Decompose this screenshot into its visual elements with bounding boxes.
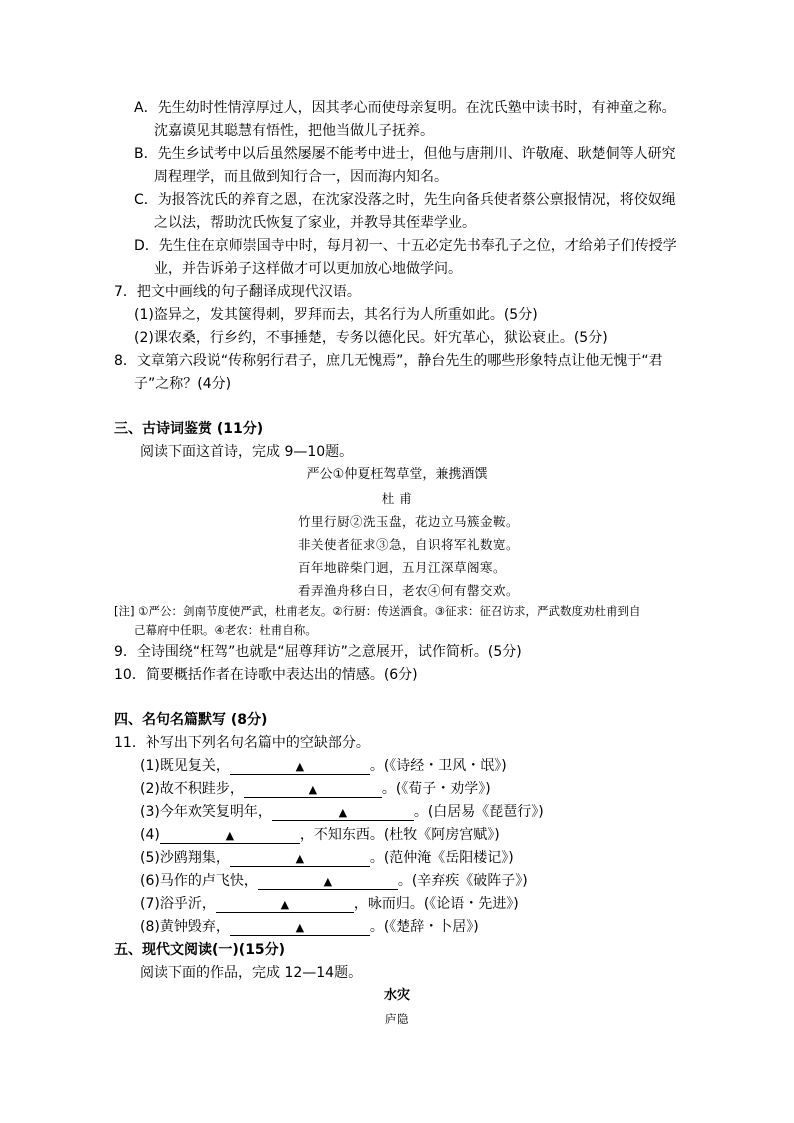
fill-item-prefix: (5)沙鸥翔集， [140, 850, 230, 866]
fill-item-prefix: (2)故不积跬步， [140, 781, 244, 797]
section-5-intro: 阅读下面的作品，完成 12—14题。 [140, 965, 363, 981]
section-5-title: 五、现代文阅读(一)(15分) [114, 942, 286, 958]
section-4-title: 四、名句名篇默写 (8分) [114, 712, 268, 728]
answer-blank[interactable] [216, 898, 354, 913]
option-a-line2: 沈嘉谟见其聪慧有悟性，把他当做儿子抚养。 [154, 123, 434, 139]
answer-blank[interactable] [258, 875, 398, 890]
question-7-sentence-2: (2)课农桑，行乡约，不事捶楚，专务以德化民。奸宄革心，狱讼衰止。(5分) [134, 330, 608, 346]
fill-item-suffix: 。(白居易《琵琶行》) [413, 804, 544, 820]
fill-item [140, 780, 491, 798]
fill-item-suffix: 。(《楚辞・卜居》) [369, 919, 479, 935]
answer-blank[interactable] [244, 783, 382, 798]
option-b-line2: 周程理学，而且做到知行合一，因而海内知名。 [154, 169, 448, 185]
section-3-title: 三、古诗词鉴赏 (11分) [114, 421, 264, 437]
fill-item [140, 895, 519, 913]
question-7: 7．把文中画线的句子翻译成现代汉语。 [114, 284, 361, 300]
poem-line-3: 百年地辟柴门迥，五月江深草阁寒。 [298, 560, 507, 575]
question-8-line1: 8．文章第六段说“传称躬行君子，庶几无愧焉”，静台先生的哪些形象特点让他无愧于“君 [114, 353, 663, 369]
fill-item-prefix: (4) [140, 827, 160, 843]
poem-line-4: 看弄渔舟移白日，老农④何有罄交欢。 [298, 583, 520, 598]
work-author: 庐隐 [385, 1012, 409, 1026]
answer-blank[interactable] [230, 852, 370, 867]
fill-item-suffix: 。(《诗经・卫风・氓》) [369, 758, 507, 774]
fill-item-prefix: (7)浴乎沂， [140, 896, 216, 912]
question-10: 10．简要概括作者在诗歌中表达出的情感。(6分) [114, 667, 418, 683]
poem-line-2: 非关使者征求③急，自识将军礼数宽。 [298, 537, 520, 552]
poem-line-1: 竹里行厨②洗玉盘，花边立马簇金鞍。 [298, 514, 520, 529]
blank-marker: ▲ [323, 875, 333, 888]
blank-marker: ▲ [295, 760, 305, 773]
option-b-line1: B．先生乡试考中以后虽然屡屡不能考中进士，但他与唐荆川、许敬庵、耿楚侗等人研究 [134, 146, 676, 162]
fill-item [140, 757, 507, 775]
poem-note-line2: 己幕府中任职。④老农：杜甫自称。 [134, 623, 317, 637]
fill-item [140, 918, 479, 936]
option-a-line1: A．先生幼时性情淳厚过人，因其孝心而使母亲复明。在沈氏塾中读书时，有神童之称。 [134, 100, 676, 116]
answer-blank[interactable] [230, 921, 370, 936]
blank-marker: ▲ [225, 829, 235, 842]
fill-item [140, 872, 528, 890]
poem-title: 严公①仲夏枉驾草堂，兼携酒馔 [306, 467, 488, 482]
fill-item-suffix: 。(《荀子・劝学》) [381, 781, 491, 797]
work-title: 水灾 [383, 988, 410, 1003]
poem-note-line1: [注] ①严公：剑南节度使严武，杜甫老友。②行厨：传送酒食。③征求：征召访求，严武数度劝杜甫到自 [114, 604, 641, 618]
fill-item [140, 826, 500, 844]
answer-blank[interactable] [230, 760, 370, 775]
option-d-line2: 业，并告诉弟子这样做才可以更加放心地做学问。 [154, 261, 462, 277]
fill-item [140, 803, 544, 821]
option-c-line1: C．为报答沈氏的养育之恩，在沈家没落之时，先生向备兵使者蔡公禀报情况，将佼奴绳 [134, 192, 676, 208]
fill-item [140, 849, 514, 867]
question-8-line2: 子”之称？(4分) [134, 376, 232, 392]
question-11: 11．补写出下列名句名篇中的空缺部分。 [114, 735, 370, 751]
answer-blank[interactable] [160, 829, 300, 844]
question-7-sentence-1: (1)盗异之，发其箧得刺，罗拜而去，其名行为人所重如此。(5分) [134, 307, 538, 323]
section-3-intro: 阅读下面这首诗，完成 9—10题。 [140, 444, 354, 460]
fill-item-suffix: ，咏而归。(《论语・先进》) [353, 896, 519, 912]
fill-item-prefix: (6)马作的卢飞快， [140, 873, 258, 889]
poem-author: 杜 甫 [381, 491, 413, 506]
blank-marker: ▲ [295, 921, 305, 934]
fill-item-suffix: ，不知东西。(杜牧《阿房宫赋》) [299, 827, 500, 843]
fill-item-prefix: (3)今年欢笑复明年， [140, 804, 272, 820]
answer-blank[interactable] [272, 806, 414, 821]
option-c-line2: 之以法，帮助沈氏恢复了家业，并教导其侄辈学业。 [154, 215, 476, 231]
question-9: 9．全诗围绕“枉驾”也就是“屈尊拜访”之意展开，试作简析。(5分) [114, 644, 522, 660]
blank-marker: ▲ [338, 806, 348, 819]
fill-item-suffix: 。(辛弃疾《破阵子》) [397, 873, 528, 889]
fill-item-prefix: (8)黄钟毁弃， [140, 919, 230, 935]
blank-marker: ▲ [280, 898, 290, 911]
option-d-line1: D．先生住在京师崇国寺中时，每月初一、十五必定先书奉孔子之位，才给弟子们传授学 [134, 238, 677, 254]
fill-item-suffix: 。(范仲淹《岳阳楼记》) [369, 850, 514, 866]
blank-marker: ▲ [295, 852, 305, 865]
blank-marker: ▲ [308, 783, 318, 796]
fill-item-prefix: (1)既见复关， [140, 758, 230, 774]
